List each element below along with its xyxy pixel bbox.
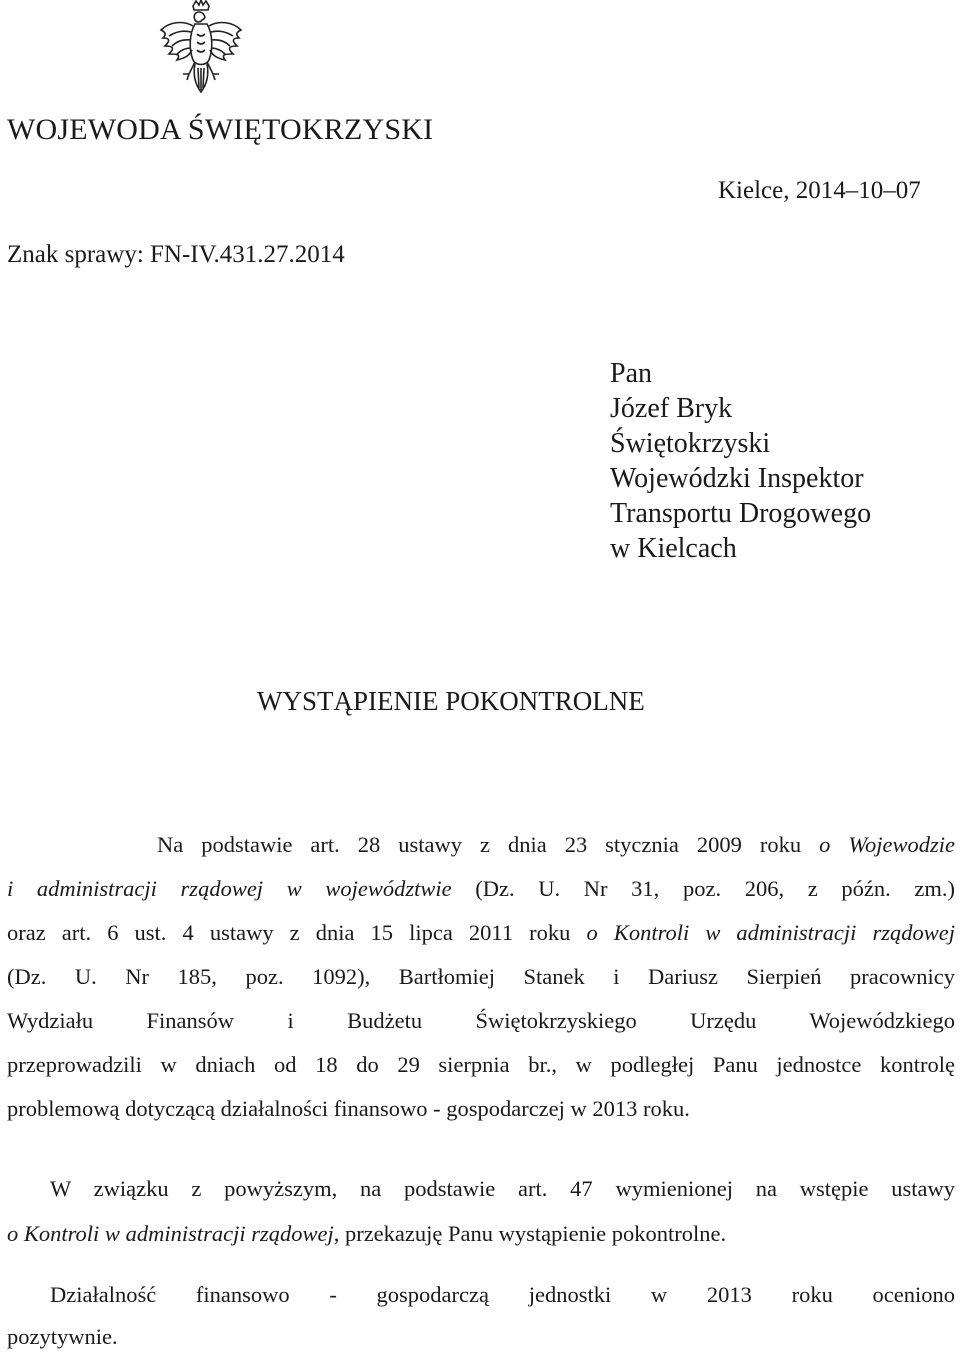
addressee-line: Wojewódzki Inspektor bbox=[610, 463, 864, 494]
text-run-italic: o Kontroli w administracji rządowej bbox=[7, 1221, 334, 1246]
addressee-line: Transportu Drogowego bbox=[610, 498, 872, 529]
addressee-line: w Kielcach bbox=[610, 533, 737, 564]
paragraph-line: przeprowadzili w dniach od 18 do 29 sierpnia br., w podległej Panu jednostce kontrolę bbox=[7, 1052, 955, 1077]
paragraph-line bbox=[7, 876, 955, 916]
addressee-line: Świętokrzyski bbox=[610, 428, 771, 459]
text-run-italic: i administracji rządowej w województwie bbox=[7, 876, 452, 901]
paragraph-line bbox=[7, 832, 955, 872]
paragraph-line bbox=[7, 920, 955, 960]
paragraph-line bbox=[7, 1221, 955, 1261]
paragraph-line: problemową dotyczącą działalności finansowo - gospodarczej w 2013 roku. bbox=[7, 1096, 690, 1121]
paragraph-line: (Dz. U. Nr 185, poz. 1092), Bartłomiej Stanek i Dariusz Sierpień pracownicy bbox=[7, 964, 955, 989]
text-run: oraz art. 6 ust. 4 ustawy z dnia 15 lipca 2011 roku bbox=[7, 920, 587, 945]
case-reference: Znak sprawy: FN-IV.431.27.2014 bbox=[7, 241, 345, 268]
text-run-italic: o Kontroli w administracji rządowej bbox=[586, 920, 955, 945]
text-run: (Dz. U. Nr 31, poz. 206, z późn. zm.) bbox=[451, 876, 955, 901]
paragraph-line: Wydziału Finansów i Budżetu Świętokrzyskiego Urzędu Wojewódzkiego bbox=[7, 1008, 955, 1033]
paragraph-line: pozytywnie. bbox=[7, 1324, 118, 1349]
document-title: WYSTĄPIENIE POKONTROLNE bbox=[257, 686, 645, 716]
addressee-line: Pan bbox=[610, 358, 652, 389]
paragraph-line: W związku z powyższym, na podstawie art. 47 wymienionej na wstępie ustawy bbox=[50, 1176, 955, 1201]
text-run-italic: o Wojewodzie bbox=[819, 832, 955, 857]
text-run: , przekazuję Panu wystąpienie pokontrolne. bbox=[333, 1221, 727, 1246]
addressee-line: Józef Bryk bbox=[610, 393, 733, 424]
document-date: Kielce, 2014–10–07 bbox=[718, 177, 921, 204]
issuing-authority: WOJEWODA ŚWIĘTOKRZYSKI bbox=[7, 113, 434, 146]
polish-eagle-emblem-icon bbox=[155, 0, 247, 96]
paragraph-line: Działalność finansowo - gospodarczą jednostki w 2013 roku oceniono bbox=[50, 1282, 955, 1307]
text-run: Na podstawie art. 28 ustawy z dnia 23 stycznia 2009 roku bbox=[157, 832, 820, 857]
addressee-block bbox=[610, 356, 871, 566]
